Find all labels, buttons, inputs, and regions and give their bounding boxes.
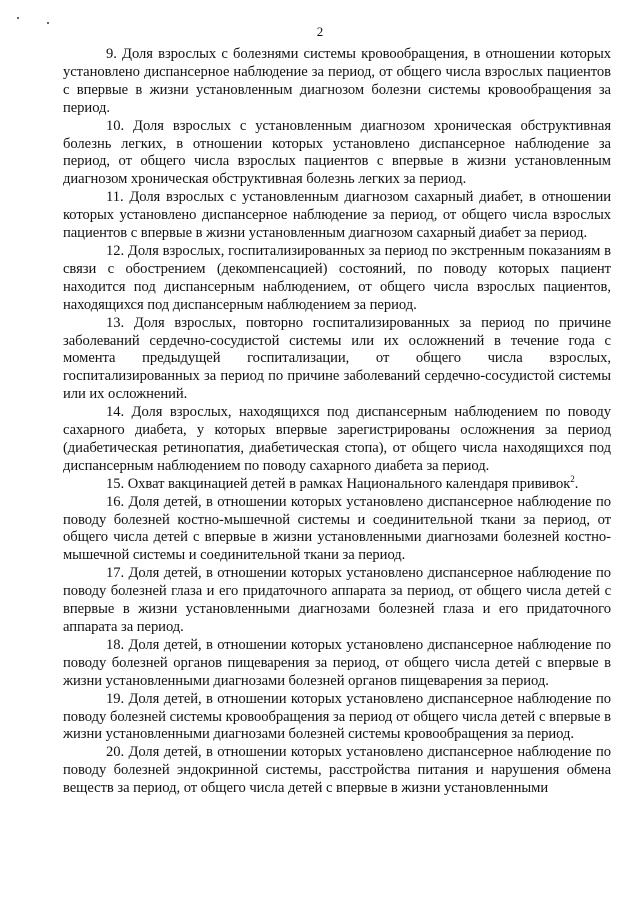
paragraph-16: 16. Доля детей, в отношении которых установлено диспансерное наблюдение по поводу болезней костно-мышечной системы и соединительной ткани за период, от общего числа детей с впервые в жизни установленными диагнозами болезней костно-мышечной системы и соединительной ткани за период. bbox=[63, 493, 611, 564]
paragraph-15 bbox=[63, 473, 611, 494]
paragraph-15-text: 15. Охват вакцинацией детей в рамках Национального календаря прививок bbox=[106, 475, 571, 492]
paragraph-13: 13. Доля взрослых, повторно госпитализированных за период по причине заболеваний сердечно-сосудистой системы или их осложнений в течение года с момента предыдущей госпитализации, от общего числа взрослых, госпитализированных за период по причине заболеваний сердечно-сосудистой системы или их осложнений. bbox=[63, 314, 611, 403]
paragraph-12: 12. Доля взрослых, госпитализированных за период по экстренным показаниям в связи с обострением (декомпенсацией) состояний, по поводу которых пациент находится под диспансерным наблюдением, от общего числа взрослых пациентов, находящихся под диспансерным наблюдением за период. bbox=[63, 242, 611, 313]
paragraph-18: 18. Доля детей, в отношении которых установлено диспансерное наблюдение по поводу болезней органов пищеварения за период, от общего числа детей с впервые в жизни установленными диагнозами болезней органов пищеварения за период. bbox=[63, 636, 611, 689]
paragraph-17: 17. Доля детей, в отношении которых установлено диспансерное наблюдение по поводу болезней глаза и его придаточного аппарата за период, от общего числа детей с впервые в жизни установленными диагнозами болезней глаза и его придаточного аппарата за период. bbox=[63, 565, 611, 635]
scan-speck bbox=[17, 17, 19, 19]
paragraph-14: 14. Доля взрослых, находящихся под диспансерным наблюдением по поводу сахарного диабета, у которых впервые зарегистрированы осложнения за период (диабетическая ретинопатия, диабетическая стопа), от общего числа находящихся под диспансерным наблюдением по поводу сахарного диабета за период. bbox=[63, 404, 611, 474]
paragraph-9: 9. Доля взрослых с болезнями системы кровообращения, в отношении которых установлено диспансерное наблюдение за период, от общего числа взрослых пациентов с впервые в жизни установленным диагнозом болезни системы кровообращения за период. bbox=[63, 46, 611, 116]
paragraph-15-suffix: . bbox=[574, 475, 579, 492]
page-number: 2 bbox=[316, 24, 324, 39]
footnote-marker: 2 bbox=[570, 473, 575, 484]
document-body bbox=[63, 46, 611, 798]
paragraph-20: 20. Доля детей, в отношении которых установлено диспансерное наблюдение по поводу болезней эндокринной системы, расстройства питания и нарушения обмена веществ за период, от общего числа детей с впервые в жизни установленными bbox=[63, 744, 611, 797]
paragraph-19: 19. Доля детей, в отношении которых установлено диспансерное наблюдение по поводу болезней системы кровообращения за период от общего числа детей с впервые в жизни установленными диагнозами болезней системы кровообращения за период. bbox=[63, 690, 611, 743]
paragraph-10: 10. Доля взрослых с установленным диагнозом хроническая обструктивная болезнь легких, в отношении которых установлено диспансерное наблюдение за период, от общего числа взрослых пациентов с впервые в жизни установленным диагнозом хроническая обструктивная болезнь легких за период. bbox=[63, 117, 611, 188]
paragraph-11: 11. Доля взрослых с установленным диагнозом сахарный диабет, в отношении которых установлено диспансерное наблюдение за период, от общего числа взрослых пациентов с впервые в жизни установленным диагнозом сахарный диабет за период. bbox=[63, 189, 611, 242]
